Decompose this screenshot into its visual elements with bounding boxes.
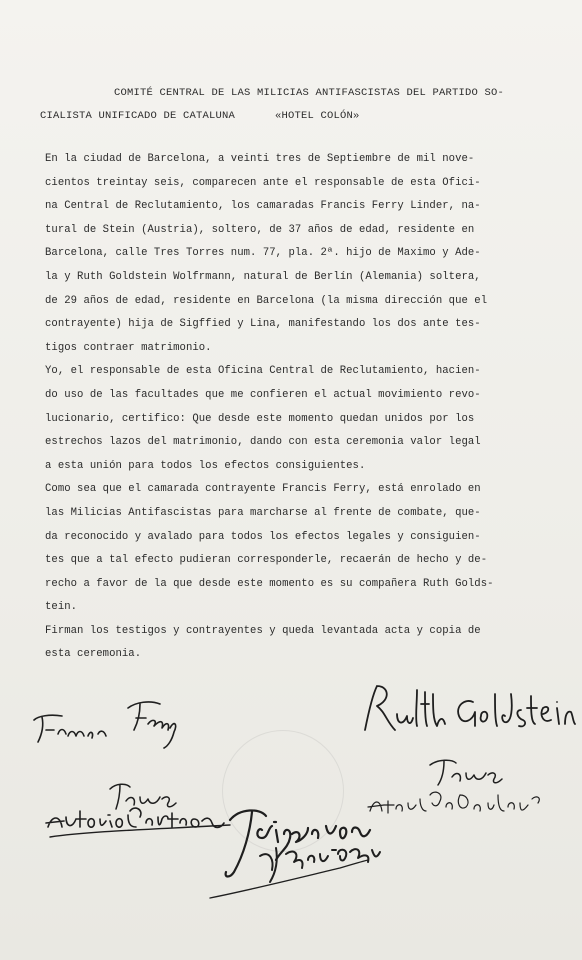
document-heading (40, 82, 560, 128)
heading-hotel: «HOTEL COLÓN» (275, 110, 360, 122)
body-line: estrechos lazos del matrimonio, dando con esta ceremonia valor legal (45, 436, 481, 449)
body-line: Yo, el responsable de esta Oficina Central de Reclutamiento, hacien- (45, 365, 481, 378)
body-line: Como sea que el camarada contrayente Francis Ferry, está enrolado en (45, 483, 481, 496)
document-body (45, 148, 555, 667)
heading-line-1: COMITÉ CENTRAL DE LAS MILICIAS ANTIFASCISTAS DEL PARTIDO SO- (114, 87, 505, 99)
heading-organization: CIALISTA UNIFICADO DE CATALUNA (40, 110, 236, 122)
body-line: da reconocido y avalado para todos los efectos legales y consiguien- (45, 530, 481, 543)
body-line: recho a favor de la que desde este momento es su compañera Ruth Golds- (45, 577, 494, 590)
body-line: Barcelona, calle Tres Torres num. 77, pla. 2ª. hijo de Maximo y Ade- (45, 247, 481, 260)
signature-francis-ferry (28, 690, 188, 750)
body-line: contrayente) hija de Sigffied y Lina, manifestando los dos ante tes- (45, 318, 481, 331)
signature-witness-antonio-saldaya (360, 755, 560, 835)
body-line: tein. (45, 601, 78, 614)
body-line: a esta unión para todos los efectos consiguientes. (45, 459, 366, 472)
body-line: do uso de las facultades que me confieren el actual movimiento revo- (45, 388, 481, 401)
body-line: esta ceremonia. (45, 648, 142, 661)
body-line: de 29 años de edad, residente en Barcelona (la misma dirección que el (45, 294, 488, 307)
body-line: En la ciudad de Barcelona, a veinti tres de Septiembre de mil nove- (45, 153, 475, 165)
body-line: na Central de Reclutamiento, los camaradas Francis Ferry Linder, na- (45, 200, 481, 213)
body-line: lucionario, certifico: Que desde este momento quedan unidos por los (45, 412, 475, 425)
heading-line-2 (40, 105, 560, 128)
body-line: cientos treintay seis, comparecen ante el responsable de esta Ofici- (45, 176, 481, 189)
body-line: tigos contraer matrimonio. (45, 341, 212, 354)
body-line: Firman los testigos y contrayentes y queda levantada acta y copia de (45, 624, 481, 637)
body-line: las Milicias Antifascistas para marcharse al frente de combate, que- (45, 506, 481, 519)
body-line: la y Ruth Goldstein Wolfrmann, natural de Berlín (Alemania) soltera, (45, 270, 481, 283)
signature-ruth-goldstein (355, 680, 580, 740)
signature-witness-sampere (190, 790, 390, 905)
body-line: tes que a tal efecto pudieran corresponderle, recaerán de hecho y de- (45, 554, 488, 567)
body-line: tural de Stein (Austria), soltero, de 37 años de edad, residente en (45, 223, 475, 236)
